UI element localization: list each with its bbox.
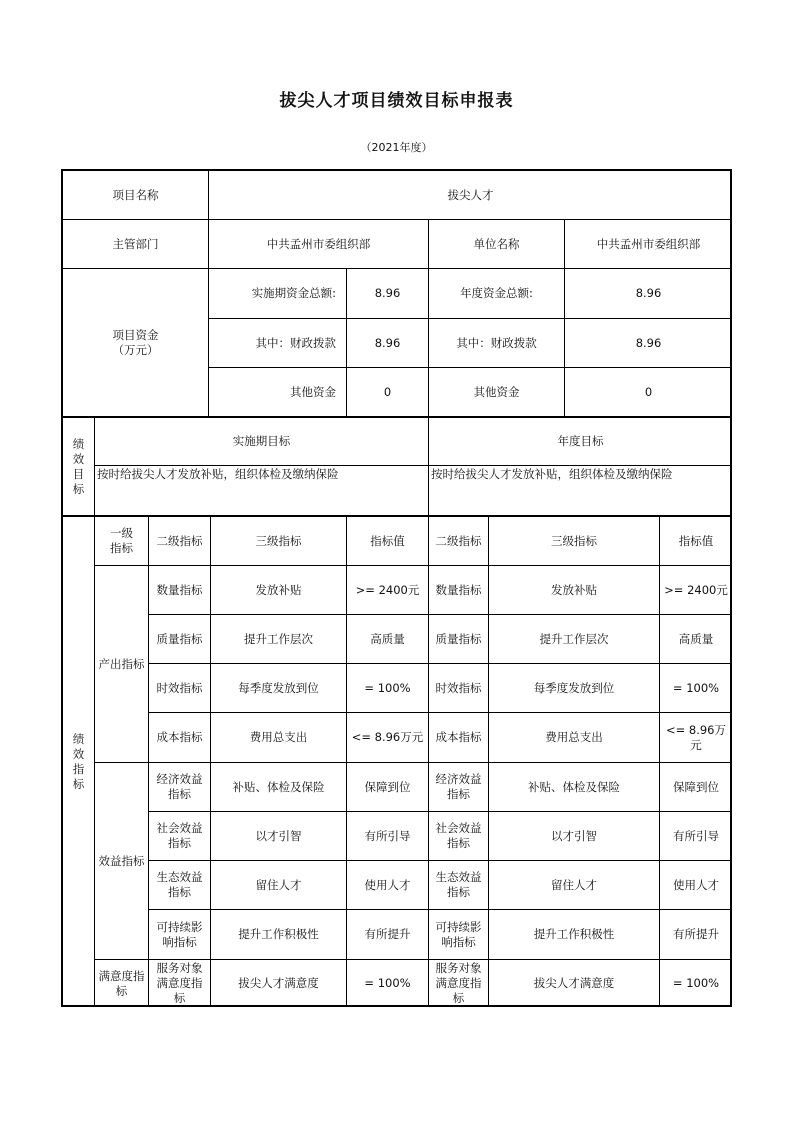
unit-value: 中共孟州市委组织部 bbox=[564, 219, 732, 268]
header-level3: 三级指标 bbox=[210, 515, 346, 565]
level3-cell: 提升工作层次 bbox=[210, 614, 346, 663]
level2-annual-cell: 成本指标 bbox=[428, 712, 488, 762]
dept-label: 主管部门 bbox=[61, 219, 208, 268]
funds-other-label: 其他资金 bbox=[208, 367, 346, 416]
goals-period-header: 实施期目标 bbox=[94, 416, 428, 465]
level2-cell: 成本指标 bbox=[148, 712, 210, 762]
funds-annual-fiscal-value: 8.96 bbox=[564, 318, 732, 367]
value-cell: <= 8.96万元 bbox=[346, 712, 428, 762]
unit-label: 单位名称 bbox=[428, 219, 564, 268]
group-output: 产出指标 bbox=[94, 565, 148, 762]
value-cell: 高质量 bbox=[346, 614, 428, 663]
level2-cell: 可持续影 响指标 bbox=[148, 909, 210, 959]
level2-cell: 质量指标 bbox=[148, 614, 210, 663]
level3-annual-cell: 提升工作积极性 bbox=[488, 909, 659, 959]
value-annual-cell: = 100% bbox=[659, 959, 732, 1007]
level3-cell: 拔尖人才满意度 bbox=[210, 959, 346, 1007]
level3-cell: 发放补贴 bbox=[210, 565, 346, 614]
value-cell: 使用人才 bbox=[346, 860, 428, 909]
header-value: 指标值 bbox=[346, 515, 428, 565]
level3-annual-cell: 提升工作层次 bbox=[488, 614, 659, 663]
value-annual-cell: 使用人才 bbox=[659, 860, 732, 909]
level2-cell: 时效指标 bbox=[148, 663, 210, 712]
level3-annual-cell: 留住人才 bbox=[488, 860, 659, 909]
level2-cell: 生态效益 指标 bbox=[148, 860, 210, 909]
group-satisfaction: 满意度指 标 bbox=[94, 959, 148, 1007]
value-annual-cell: 保障到位 bbox=[659, 762, 732, 811]
level2-annual-cell: 时效指标 bbox=[428, 663, 488, 712]
value-cell: = 100% bbox=[346, 959, 428, 1007]
goals-period-text: 按时给拔尖人才发放补贴，组织体检及缴纳保险 bbox=[94, 465, 428, 515]
form-title: 拔尖人才项目绩效目标申报表 bbox=[279, 91, 514, 111]
header-level1: 一级 指标 bbox=[94, 515, 148, 565]
value-cell: 有所提升 bbox=[346, 909, 428, 959]
level2-cell: 数量指标 bbox=[148, 565, 210, 614]
level3-annual-cell: 每季度发放到位 bbox=[488, 663, 659, 712]
dept-value: 中共孟州市委组织部 bbox=[208, 219, 428, 268]
level3-cell: 每季度发放到位 bbox=[210, 663, 346, 712]
value-annual-cell: = 100% bbox=[659, 663, 732, 712]
level2-annual-cell: 质量指标 bbox=[428, 614, 488, 663]
value-annual-cell: <= 8.96万元 bbox=[659, 712, 732, 762]
value-cell: 保障到位 bbox=[346, 762, 428, 811]
value-annual-cell: 有所提升 bbox=[659, 909, 732, 959]
funds-total-label: 实施期资金总额: bbox=[208, 268, 346, 318]
header-level3-annual: 三级指标 bbox=[488, 515, 659, 565]
level2-annual-cell: 可持续影 响指标 bbox=[428, 909, 488, 959]
level3-annual-cell: 费用总支出 bbox=[488, 712, 659, 762]
level3-cell: 补贴、体检及保险 bbox=[210, 762, 346, 811]
funds-fiscal-label: 其中：财政拨款 bbox=[208, 318, 346, 367]
value-annual-cell: 有所引导 bbox=[659, 811, 732, 860]
funds-annual-total-value: 8.96 bbox=[564, 268, 732, 318]
level2-cell: 服务对象 满意度指 标 bbox=[148, 959, 210, 1007]
value-annual-cell: >= 2400元 bbox=[659, 565, 732, 614]
level2-annual-cell: 服务对象 满意度指 标 bbox=[428, 959, 488, 1007]
value-cell: >= 2400元 bbox=[346, 565, 428, 614]
level3-annual-cell: 发放补贴 bbox=[488, 565, 659, 614]
goals-annual-text: 按时给拔尖人才发放补贴，组织体检及缴纳保险 bbox=[428, 465, 732, 515]
funds-annual-fiscal-label: 其中：财政拨款 bbox=[428, 318, 564, 367]
level3-cell: 留住人才 bbox=[210, 860, 346, 909]
level2-cell: 社会效益 指标 bbox=[148, 811, 210, 860]
level2-annual-cell: 经济效益 指标 bbox=[428, 762, 488, 811]
value-cell: 有所引导 bbox=[346, 811, 428, 860]
funds-annual-total-label: 年度资金总额: bbox=[428, 268, 564, 318]
project-name-label: 项目名称 bbox=[61, 169, 208, 219]
funds-annual-other-value: 0 bbox=[564, 367, 732, 416]
level2-annual-cell: 生态效益 指标 bbox=[428, 860, 488, 909]
level3-cell: 费用总支出 bbox=[210, 712, 346, 762]
header-level2: 二级指标 bbox=[148, 515, 210, 565]
funds-total-value: 8.96 bbox=[346, 268, 428, 318]
level2-annual-cell: 数量指标 bbox=[428, 565, 488, 614]
project-name-value: 拔尖人才 bbox=[208, 169, 732, 219]
level3-annual-cell: 以才引智 bbox=[488, 811, 659, 860]
level3-annual-cell: 拔尖人才满意度 bbox=[488, 959, 659, 1007]
form-year: （2021年度） bbox=[360, 141, 433, 154]
value-annual-cell: 高质量 bbox=[659, 614, 732, 663]
group-benefit: 效益指标 bbox=[94, 762, 148, 959]
header-level2-annual: 二级指标 bbox=[428, 515, 488, 565]
level3-annual-cell: 补贴、体检及保险 bbox=[488, 762, 659, 811]
funds-fiscal-value: 8.96 bbox=[346, 318, 428, 367]
level2-cell: 经济效益 指标 bbox=[148, 762, 210, 811]
goals-annual-header: 年度目标 bbox=[428, 416, 732, 465]
header-value-annual: 指标值 bbox=[659, 515, 732, 565]
level2-annual-cell: 社会效益 指标 bbox=[428, 811, 488, 860]
level3-cell: 以才引智 bbox=[210, 811, 346, 860]
indicators-side-label: 绩 效 指 标 bbox=[61, 515, 94, 1007]
funds-label: 项目资金 （万元） bbox=[61, 268, 208, 416]
level3-cell: 提升工作积极性 bbox=[210, 909, 346, 959]
goals-side-label: 绩 效 目 标 bbox=[61, 416, 94, 515]
funds-annual-other-label: 其他资金 bbox=[428, 367, 564, 416]
funds-other-value: 0 bbox=[346, 367, 428, 416]
value-cell: = 100% bbox=[346, 663, 428, 712]
